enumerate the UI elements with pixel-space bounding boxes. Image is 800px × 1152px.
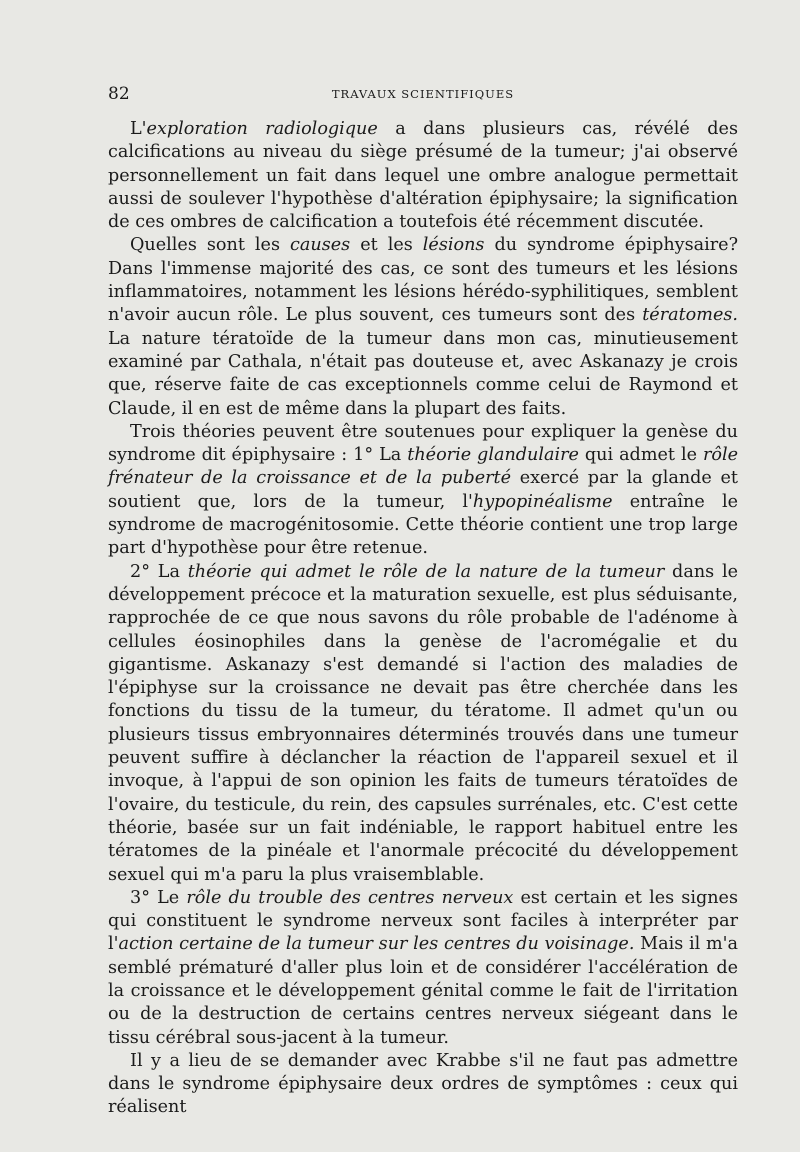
- text-run: Trois théories peuvent être soutenues pour expliquer la genèse du syndrome dit épiphysaire : 1° La: [108, 421, 738, 466]
- text-run: entraîne le syndrome de macrogénitosomie. Cette théorie contient une trop large part d'hypothèse pour être retenue.: [108, 491, 738, 559]
- italic-text-run: théorie glandulaire: [407, 445, 579, 466]
- italic-text-run: rôle frénateur de la croissance et de la puberté: [108, 445, 738, 489]
- text-run: 2° La: [130, 561, 188, 582]
- paragraph: [108, 234, 738, 420]
- italic-text-run: action certaine de la tumeur sur les centres du voisinage.: [118, 934, 635, 955]
- page-number: 82: [108, 84, 130, 104]
- text-run: et les: [350, 235, 423, 256]
- text-run: a dans plusieurs cas, révélé des calcifications au niveau du siège présumé de la tumeur; j'ai observé personnellement un fait dans lequel une ombre analogue permettait aussi de soulever l'hypothèse d'altération épiphysaire; la signification de ces ombres de calcification a toutefois été récemment discutée.: [108, 119, 738, 233]
- italic-text-run: théorie qui admet le rôle de la nature de la tumeur: [187, 561, 665, 582]
- text-run: Mais il m'a semblé prématuré d'aller plus loin et de considérer l'accélération de la croissance et le développement génital comme le fait de l'irritation ou de la destruction de certains centres nerveux siégeant dans le tissu cérébral sous-jacent à la tumeur.: [108, 934, 739, 1048]
- text-run: La nature tératoïde de la tumeur dans mon cas, minutieusement examiné par Cathala, n'était pas douteuse et, avec Askanazy je crois que, réserve faite de cas exceptionnels comme celui de Raymond et Claude, il en est de même dans la plupart des faits.: [108, 328, 738, 419]
- italic-text-run: exploration radiologique: [146, 119, 378, 139]
- text-run: 3° Le: [130, 887, 187, 908]
- paragraph: [108, 421, 738, 561]
- page-header: [108, 84, 738, 108]
- running-title: TRAVAUX SCIENTIFIQUES: [331, 87, 515, 101]
- italic-text-run: causes: [290, 235, 351, 256]
- text-run: dans le développement précoce et la maturation sexuelle, est plus séduisante, rapprochée de ce que nous savons du rôle probable de l'adénome à cellules éosinophiles dans la genèse de l'acromégalie et du gigantisme. Askanazy s'est demandé si l'action des maladies de l'épiphyse sur la croissance ne devait pas être cherchée dans les fonctions du tissu de la tumeur, du tératome. Il admet qu'un ou plusieurs tissus embryonnaires déterminés trouvés dans une tumeur peuvent suffire à déclancher la réaction de l'appareil sexuel et il invoque, à l'appui de son opinion les faits de tumeurs tératoïdes de l'ovaire, du testicule, du rein, des capsules surrénales, etc. C'est cette théorie, basée sur un fait indéniable, le rapport habituel entre les tératomes de la pinéale et l'anormale précocité du développement sexuel qui m'a paru la plus vraisemblable.: [108, 561, 738, 885]
- text-run: exercé par la glande et soutient que, lors de la tumeur, l': [108, 468, 738, 512]
- text-run: Il y a lieu de se demander avec Krabbe s'il ne faut pas admettre dans le syndrome épiphysaire deux ordres de symptômes : ceux qui réalisent: [108, 1050, 738, 1118]
- paragraph: [108, 887, 738, 1050]
- body-text: [108, 118, 738, 1120]
- text-run: est certain et les signes qui constituent le syndrome nerveux sont faciles à interpréter par l': [108, 887, 738, 955]
- italic-text-run: tératomes.: [642, 305, 738, 326]
- text-run: L': [130, 119, 147, 139]
- text-run: qui admet le: [578, 445, 703, 466]
- text-run: Quelles sont les: [130, 235, 291, 256]
- italic-text-run: lésions: [422, 235, 485, 256]
- paragraph: [108, 561, 738, 887]
- paragraph: [108, 1050, 738, 1120]
- italic-text-run: hypopinéalisme: [472, 491, 613, 512]
- paragraph: [108, 118, 738, 234]
- italic-text-run: rôle du trouble des centres nerveux: [186, 887, 514, 908]
- text-run: du syndrome épiphysaire? Dans l'immense majorité des cas, ce sont des tumeurs et les lésions inflammatoires, notamment les lésions hérédo-syphilitiques, semblent n'avoir aucun rôle. Le plus souvent, ces tumeurs sont des: [108, 235, 739, 326]
